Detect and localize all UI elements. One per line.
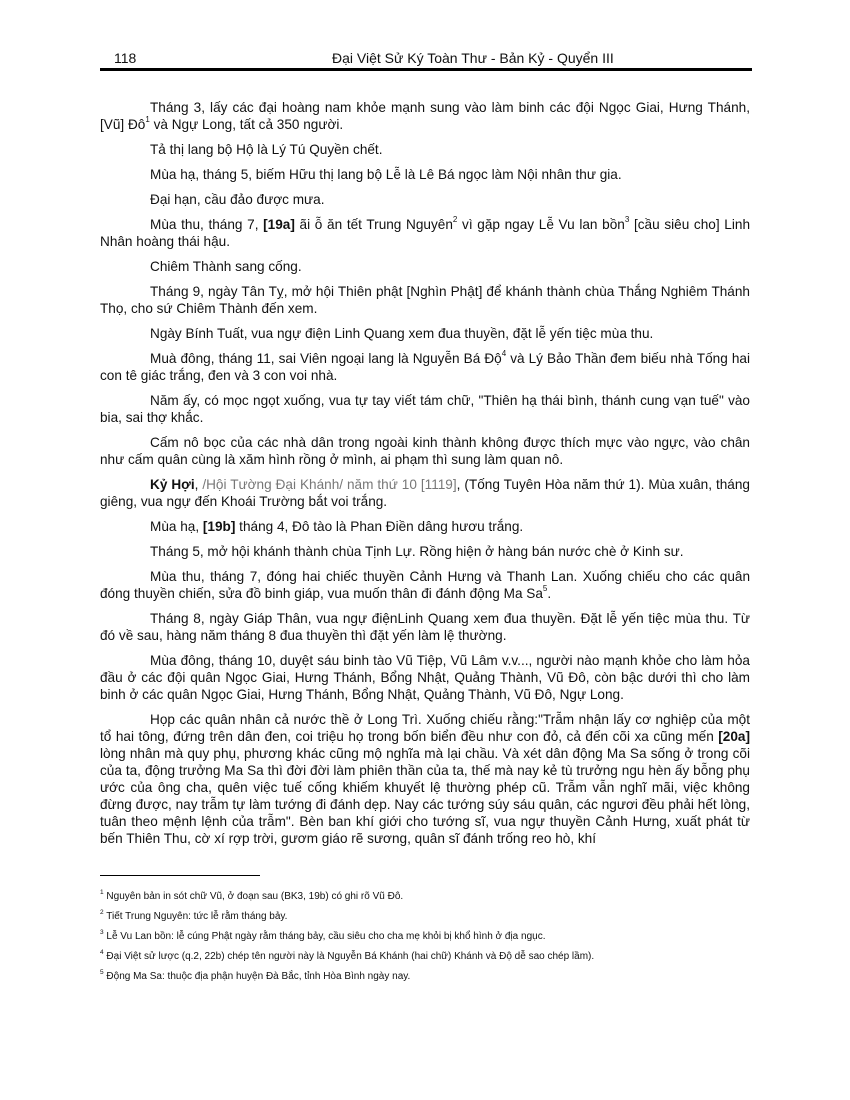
- footnote-ref: 3: [624, 215, 630, 225]
- paragraph: Mùa hạ, [19b] tháng 4, Đô tào là Phan Điền dâng hươu trắng.: [150, 519, 524, 534]
- paragraph: Tháng 3, lấy các đại hoàng nam khỏe mạnh sung vào làm binh các đội Ngọc Giai, Hưng Thánh, [Vũ] $Đô^1$ và Ngự Long, tất cả 350 người.: [100, 100, 750, 132]
- folio-marker: [20a]: [718, 729, 750, 744]
- footnote-ref: 4: [501, 349, 507, 359]
- footnotes: [100, 890, 750, 990]
- footnote: $^1$ Nguyên bản in sót chữ Vũ, ở đoạn sau (BK3, 19b) có ghi rõ Vũ Đô.: [100, 888, 404, 902]
- footnote: $^2$ Tiết Trung Nguyên: tức lễ rằm tháng bảy.: [100, 908, 288, 922]
- folio-marker: [19a]: [263, 217, 295, 232]
- reign-era: /Hội Tường Đại Khánh/ năm thứ 10 [1119]: [202, 477, 457, 492]
- footnote-ref: 1: [145, 115, 150, 125]
- paragraph: Mùa thu, tháng 7, [19a] ãi ỗ ăn tết Trung Nguyên$^2$ vì gặp ngay Lễ Vu lan bồn$^3$ [cầu siêu cho] Linh Nhân hoàng thái hậu.: [100, 215, 750, 249]
- header-rule: [100, 68, 752, 71]
- paragraph: Mùa đông, tháng 10, duyệt sáu binh tào Vũ Tiệp, Vũ Lâm v.v..., người nào mạnh khỏe cho làm hỏa đầu ở các đội quân Ngọc Giai, Hưng Thánh, Bổng Nhật, Quảng Thành, Vũ Đô, còn bậc dưới thì cho làm binh ở các quân Ngọc Giai, Hưng Thánh, Bổng Nhật, Quảng Thành, Vũ Đô, Ngự Long.: [100, 653, 750, 702]
- paragraph: Tháng 9, ngày Tân Tỵ, mở hội Thiên phật [Nghìn Phật] để khánh thành chùa Thắng Nghiêm Thánh Thọ, cho sứ Chiêm Thành đến xem.: [100, 284, 750, 316]
- paragraph: Chiêm Thành sang cống.: [150, 259, 302, 274]
- main-text: [100, 99, 750, 855]
- paragraph: Cấm nô bọc của các nhà dân trong ngoài kinh thành không được thích mực vào ngực, vào chân như cấm quân cùng là xăm hình rồng ở mình, ai phạm thì sung làm quan nô.: [100, 435, 750, 467]
- paragraph: Ngày Bính Tuất, vua ngự điện Linh Quang xem đua thuyền, đặt lễ yến tiệc mùa thu.: [150, 326, 654, 341]
- footnote: $^3$ Lễ Vu Lan bồn: lễ cúng Phật ngày rằm tháng bảy, cầu siêu cho cha mẹ khỏi bị khổ hình ở địa ngục.: [100, 928, 546, 942]
- footnote: $^5$ Động Ma Sa: thuộc địa phận huyện Đà Bắc, tỉnh Hòa Bình ngày nay.: [100, 968, 411, 982]
- footnote-ref: 2: [452, 215, 458, 225]
- paragraph: Tháng 8, ngày Giáp Thân, vua ngự điệnLinh Quang xem đua thuyền. Đặt lễ yến tiệc mùa thu. Từ đó về sau, hàng năm tháng 8 đua thuyền thì đặt yến làm lệ thường.: [100, 611, 750, 643]
- paragraph: Tả thị lang bộ Hộ là Lý Tú Quyền chết.: [150, 142, 383, 157]
- paragraph: Muà đông, tháng 11, sai Viên ngoại lang là Nguyễn Bá Độ$^4$ và Lý Bảo Thần đem biếu nhà Tống hai con tê giác trắng, đen và 3 con voi nhà.: [100, 349, 750, 383]
- page-header: [100, 50, 752, 70]
- page-number: 118: [114, 50, 137, 66]
- paragraph: Mùa thu, tháng 7, đóng hai chiếc thuyền Cảnh Hưng và Thanh Lan. Xuống chiếu cho các quân đóng thuyền chiến, sửa đồ binh giáp, vua muốn thân đi đánh động Ma Sa$^5$.: [100, 569, 750, 601]
- paragraph: Kỷ Hợi, /Hội Tường Đại Khánh/ năm thứ 10 [1119], (Tống Tuyên Hòa năm thứ 1). Mùa xuân, tháng giêng, vua ngự đến Khoái Trường bắt voi trắng.: [100, 477, 750, 509]
- folio-marker: [19b]: [202, 519, 236, 534]
- paragraph: Đại hạn, cầu đảo được mưa.: [150, 192, 325, 207]
- paragraph: Tháng 5, mở hội khánh thành chùa Tịnh Lự. Rồng hiện ở hàng bán nước chè ở Kinh sư.: [150, 544, 684, 559]
- footnote-ref: 5: [542, 584, 548, 594]
- footnote-rule: [100, 875, 260, 876]
- running-title: Đại Việt Sử Ký Toàn Thư - Bản Kỷ - Quyển III: [332, 50, 614, 66]
- paragraph: Năm ấy, có mọc ngọt xuống, vua tự tay viết tám chữ, "Thiên hạ thái bình, thánh cung vạn tuế" vào bia, sai thợ khắc.: [100, 393, 750, 425]
- year-heading: Kỷ Hợi: [150, 477, 195, 492]
- footnote: $^4$ Đại Việt sử lược (q.2, 22b) chép tên người này là Nguyễn Bá Khánh (hai chữ) Khánh và Độ dễ sao chép lầm).: [100, 948, 595, 962]
- paragraph: Mùa hạ, tháng 5, biếm Hữu thị lang bộ Lễ là Lê Bá ngọc làm Nội nhân thư gia.: [150, 167, 622, 182]
- paragraph: Họp các quân nhân cả nước thề ở Long Trì. Xuống chiếu rằng:"Trẫm nhận lấy cơ nghiệp của một tổ hai tông, đứng trên dân đen, coi triệu họ trong bốn biển đều như con đỏ, cả đến cõi xa cũng mến [20a] lòng nhân mà quy phụ, phương khác cũng mộ nghĩa mà lại chầu. Và xét dân động Ma Sa sống ở trong cõi của ta, động trưởng Ma Sa thì đời đời làm phiên thần của ta, thế mà nay kẻ tù trưởng ngu hèn ấy bỗng phụ ước của ông cha, quên việc tuế cống khiếm khuyết lệ thường phép cũ. Trẫm vẫn nghĩ mãi, việc không đừng được, nay trẫm tự làm tướng đi đánh dẹp. Nay các tướng súy sáu quân, các ngươi đều phải hết lòng, tuân theo mệnh lệnh của trẫm". Bèn ban khí giới cho tướng sĩ, vua ngự thuyền Cảnh Hưng, xuất phát từ bến Thiên Thu, cờ xí rợp trời, gươm giáo rẽ sương, quân sĩ đánh trống reo hò, khí: [100, 712, 750, 846]
